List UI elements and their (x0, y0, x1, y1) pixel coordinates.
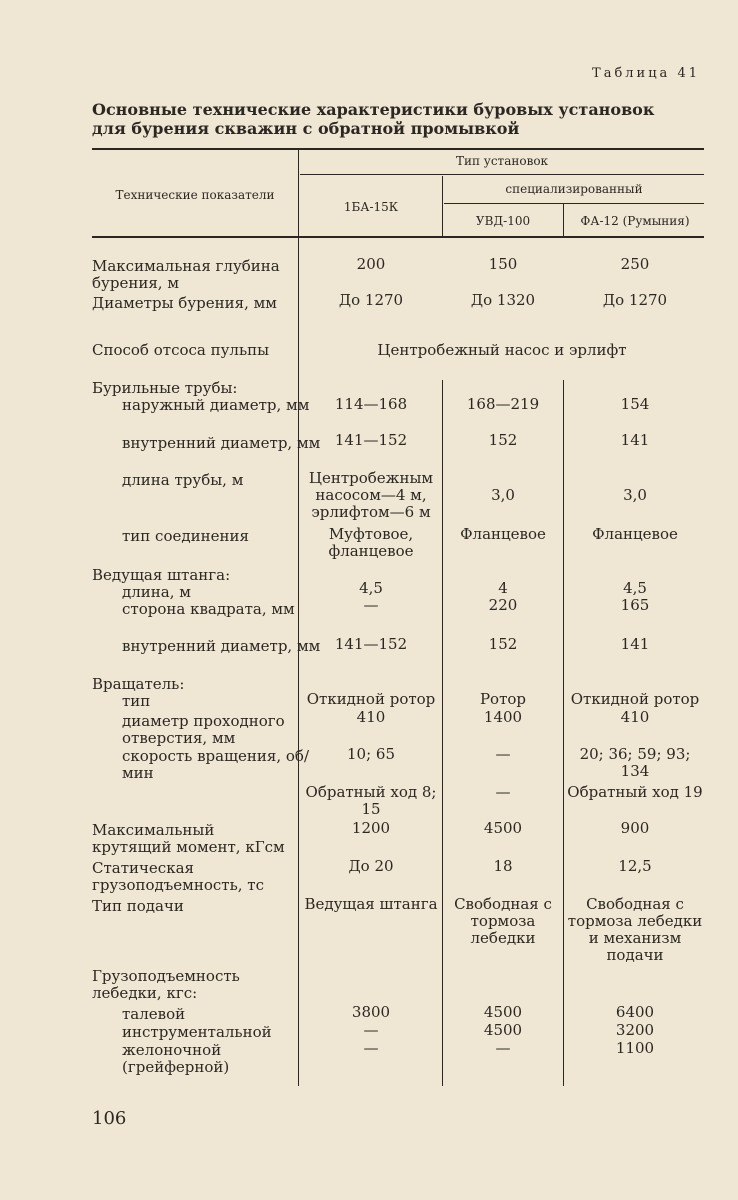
col-divider-1 (298, 150, 299, 1086)
cell-kin-2: 152 (488, 635, 518, 653)
header-mid-rule (300, 174, 704, 175)
cell-stat-1: До 20 (348, 857, 394, 875)
cell-rhole-2: 1400 (483, 708, 523, 726)
cell-pulp: Центробежный насос и эрлифт (377, 341, 627, 359)
label-pipes: Бурильные трубы: (92, 379, 238, 397)
table-label: Таблица 41 (592, 66, 700, 81)
label-klen: длина, м (122, 583, 191, 601)
label-stat: Статическая грузоподъемность, тс (92, 859, 264, 894)
cell-depth-3: 250 (620, 255, 650, 273)
cell-diam-3: До 1270 (602, 291, 668, 309)
cell-len-1: Центробежным насосом—4 м, эрлифтом—6 м (308, 469, 434, 521)
col-divider-2 (442, 176, 443, 236)
cell-rtype-3: Откидной ротор (570, 690, 700, 708)
cell-diam-2: До 1320 (470, 291, 536, 309)
col-divider-2b (442, 380, 443, 1086)
label-feed: Тип подачи (92, 897, 184, 915)
cell-conn-1: Муфтовое, фланцевое (328, 525, 414, 560)
header-sub-rule (444, 203, 704, 204)
label-inner: внутренний диаметр, мм (122, 434, 321, 452)
cell-klen-3: 4,5 (623, 579, 647, 597)
page-title: Основные технические характеристики буровых установок для бурения скважин с обратной промывкой (92, 100, 655, 138)
cell-klen-1: 4,5 (359, 579, 383, 597)
cell-rhole-1: 410 (356, 708, 386, 726)
cell-rrev-1: Обратный ход 8; 15 (305, 783, 437, 818)
label-rspeed: скорость вращения, об/мин (122, 747, 309, 782)
cell-klen-2: 4 (498, 579, 508, 597)
label-depth: Максимальная глубина бурения, м (92, 257, 280, 292)
cell-feed-2: Свободная с тормоза лебедки (454, 895, 552, 947)
cell-conn-3: Фланцевое (592, 525, 678, 543)
cell-bail-1: — (363, 1039, 379, 1057)
cell-rspeed-2: — (495, 745, 511, 763)
cell-stat-2: 18 (493, 857, 513, 875)
cell-torque-2: 4500 (483, 819, 523, 837)
cell-tal-2: 4500 (483, 1003, 523, 1021)
cell-instr-3: 3200 (615, 1021, 655, 1039)
cell-inner-1: 141—152 (334, 431, 408, 449)
header-col2: УВД-100 (475, 214, 531, 228)
cell-outer-2: 168—219 (466, 395, 540, 413)
cell-conn-2: Фланцевое (460, 525, 546, 543)
cell-instr-2: 4500 (483, 1021, 523, 1039)
cell-outer-3: 154 (620, 395, 650, 413)
cell-depth-1: 200 (356, 255, 386, 273)
cell-rrev-2: — (495, 783, 511, 801)
cell-feed-1: Ведущая штанга (304, 895, 438, 913)
label-kelly: Ведущая штанга: (92, 566, 231, 584)
label-pulp: Способ отсоса пульпы (92, 341, 270, 359)
label-tal: талевой (122, 1005, 186, 1023)
cell-inner-3: 141 (620, 431, 650, 449)
label-torque: Максимальный крутящий момент, кГсм (92, 821, 285, 856)
cell-torque-3: 900 (620, 819, 650, 837)
cell-rhole-3: 410 (620, 708, 650, 726)
col-divider-3 (563, 204, 564, 236)
cell-len-2: 3,0 (491, 486, 515, 504)
label-rot: Вращатель: (92, 675, 185, 693)
header-indicators: Технические показатели (115, 188, 275, 202)
label-ksq: сторона квадрата, мм (122, 600, 295, 618)
label-len: длина трубы, м (122, 471, 244, 489)
cell-torque-1: 1200 (351, 819, 391, 837)
header-type: Тип установок (455, 154, 549, 168)
label-instr: инструментальной (122, 1023, 272, 1041)
label-rhole: диаметр проходного отверстия, мм (122, 712, 285, 747)
cell-ksq-2: 220 (488, 596, 518, 614)
label-bail: желоночной (грейферной) (122, 1041, 230, 1076)
label-rtype: тип (122, 692, 151, 710)
cell-ksq-3: 165 (620, 596, 650, 614)
table-top-rule (92, 148, 704, 150)
cell-rspeed-1: 10; 65 (347, 745, 395, 763)
cell-kin-1: 141—152 (334, 635, 408, 653)
cell-tal-1: 3800 (351, 1003, 391, 1021)
cell-len-3: 3,0 (623, 486, 647, 504)
label-winch: Грузоподъемность лебедки, кгс: (92, 967, 240, 1002)
cell-instr-1: — (363, 1021, 379, 1039)
cell-feed-3: Свободная с тормоза лебедки и механизм подачи (567, 895, 703, 964)
cell-tal-3: 6400 (615, 1003, 655, 1021)
label-kin: внутренний диаметр, мм (122, 637, 321, 655)
header-bottom-rule (92, 236, 704, 238)
label-outer: наружный диаметр, мм (122, 396, 310, 414)
cell-diam-1: До 1270 (338, 291, 404, 309)
label-diam: Диаметры бурения, мм (92, 294, 277, 312)
cell-rrev-3: Обратный ход 19 (567, 783, 703, 801)
cell-inner-2: 152 (488, 431, 518, 449)
cell-rspeed-3: 20; 36; 59; 93; 134 (579, 745, 691, 780)
col-divider-3b (563, 380, 564, 1086)
cell-kin-3: 141 (620, 635, 650, 653)
header-col3: ФА-12 (Румыния) (580, 214, 690, 228)
header-specialized: специализированный (505, 182, 643, 196)
header-col1: 1БА-15К (343, 200, 399, 214)
label-conn: тип соединения (122, 527, 249, 545)
cell-rtype-2: Ротор (479, 690, 527, 708)
cell-bail-3: 1100 (615, 1039, 655, 1057)
cell-depth-2: 150 (488, 255, 518, 273)
cell-bail-2: — (495, 1039, 511, 1057)
cell-rtype-1: Откидной ротор (306, 690, 436, 708)
cell-outer-1: 114—168 (334, 395, 408, 413)
cell-stat-3: 12,5 (618, 857, 652, 875)
cell-ksq-1: — (363, 596, 379, 614)
page-number: 106 (92, 1108, 127, 1129)
